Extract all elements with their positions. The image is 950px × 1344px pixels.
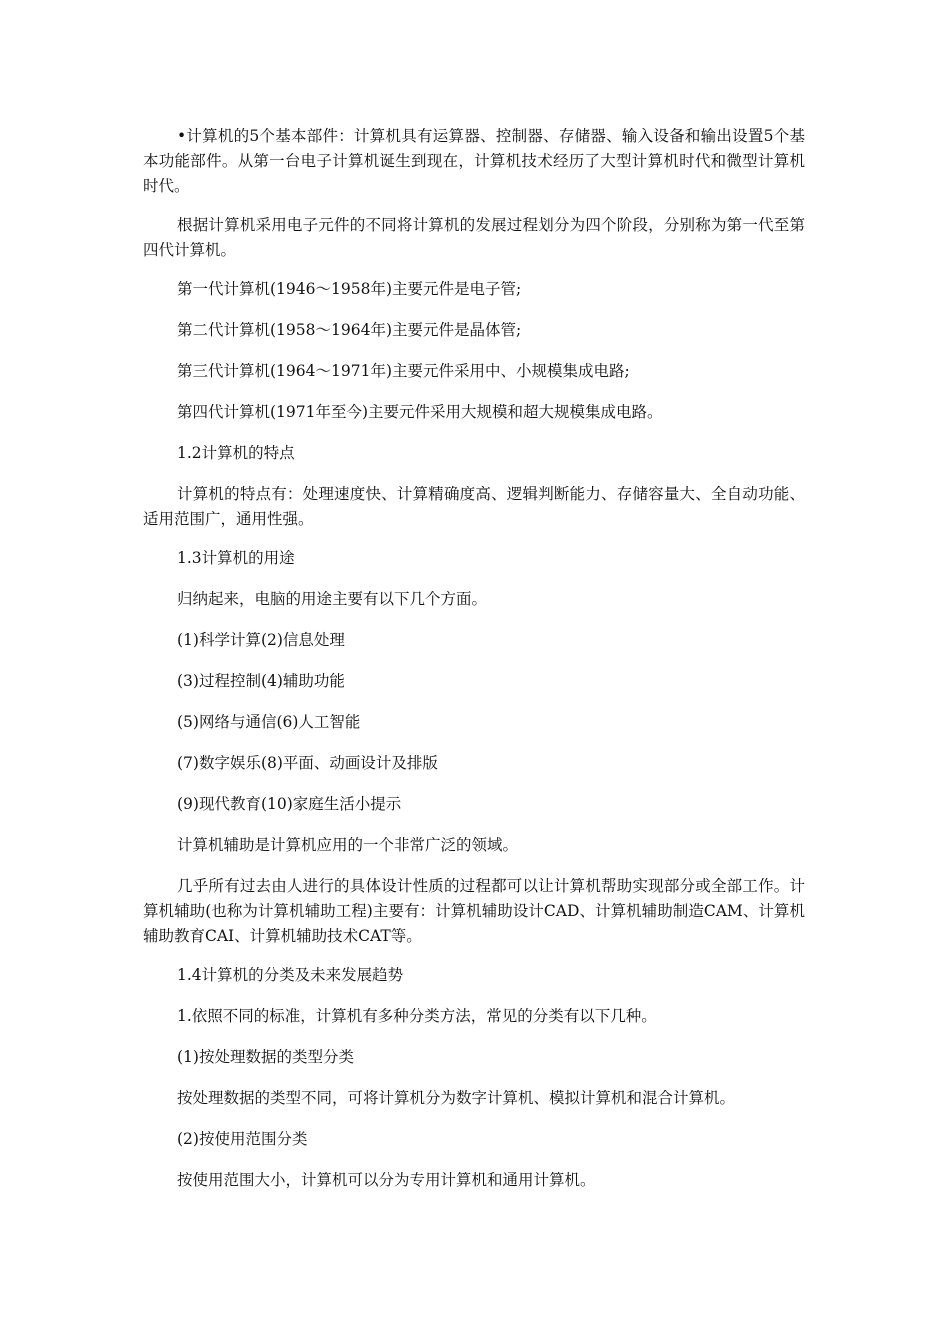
list-item-uses-4: (7)数字娱乐(8)平面、动画设计及排版 (177, 754, 438, 772)
section-heading-uses: 1.3计算机的用途 (177, 549, 295, 567)
paragraph-generations-intro: 根据计算机采用电子元件的不同将计算机的发展过程划分为四个阶段，分别称为第一代至第四代计算机。 (143, 216, 805, 259)
paragraph-uses-intro: 归纳起来，电脑的用途主要有以下几个方面。 (177, 590, 488, 608)
paragraph-by-usage-scope: 按使用范围大小，计算机可以分为专用计算机和通用计算机。 (177, 1171, 596, 1189)
list-item-uses-2: (3)过程控制(4)辅助功能 (177, 672, 345, 690)
paragraph-computer-aided-intro: 计算机辅助是计算机应用的一个非常广泛的领域。 (177, 836, 519, 854)
paragraph-computer-aided-details: 几乎所有过去由人进行的具体设计性质的过程都可以让计算机帮助实现部分或全部工作。计算机辅助(也称为计算机辅助工程)主要有：计算机辅助设计CAD、计算机辅助制造CAM、计算机辅助教育CAI、计算机辅助技术CAT等。 (143, 877, 805, 945)
subheading-by-data-type: (1)按处理数据的类型分类 (177, 1048, 354, 1066)
paragraph-first-generation: 第一代计算机(1946～1958年)主要元件是电子管; (177, 280, 522, 298)
paragraph-fourth-generation: 第四代计算机(1971年至今)主要元件采用大规模和超大规模集成电路。 (177, 403, 663, 421)
section-heading-classification: 1.4计算机的分类及未来发展趋势 (177, 966, 404, 984)
list-item-uses-1: (1)科学计算(2)信息处理 (177, 631, 345, 649)
document-body (143, 124, 805, 1209)
paragraph-classification-intro: 1.依照不同的标准，计算机有多种分类方法，常见的分类有以下几种。 (177, 1007, 657, 1025)
section-heading-features: 1.2计算机的特点 (177, 444, 295, 462)
paragraph-features: 计算机的特点有：处理速度快、计算精确度高、逻辑判断能力、存储容量大、全自动功能、适用范围广，通用性强。 (143, 485, 805, 528)
list-item-uses-5: (9)现代教育(10)家庭生活小提示 (177, 795, 402, 813)
list-item-uses-3: (5)网络与通信(6)人工智能 (177, 713, 361, 731)
paragraph-basic-components: •计算机的5个基本部件：计算机具有运算器、控制器、存储器、输入设备和输出设置5个基本功能部件。从第一台电子计算机诞生到现在，计算机技术经历了大型计算机时代和微型计算机时代。 (143, 127, 805, 195)
paragraph-third-generation: 第三代计算机(1964～1971年)主要元件采用中、小规模集成电路; (177, 362, 630, 380)
subheading-by-usage-scope: (2)按使用范围分类 (177, 1130, 308, 1148)
paragraph-by-data-type: 按处理数据的类型不同，可将计算机分为数字计算机、模拟计算机和混合计算机。 (177, 1089, 736, 1107)
paragraph-second-generation: 第二代计算机(1958～1964年)主要元件是晶体管; (177, 321, 522, 339)
